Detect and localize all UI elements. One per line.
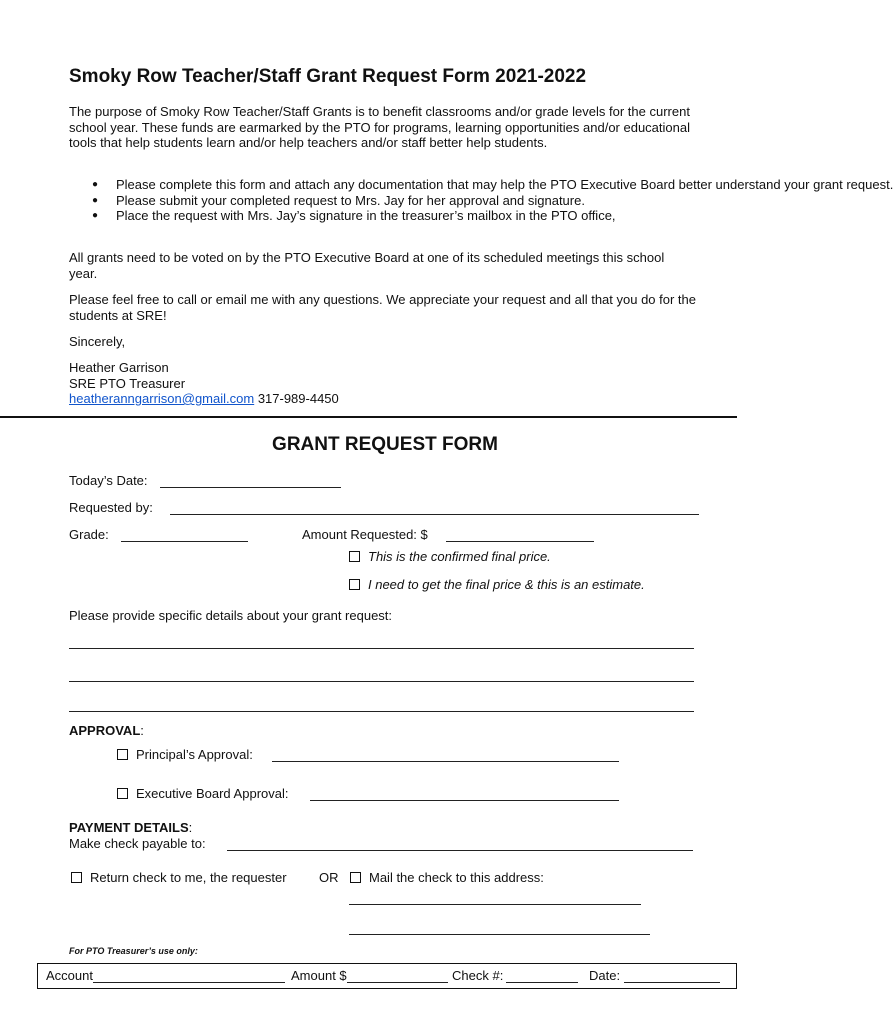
email-link[interactable]: heatheranngarrison@gmail.com [69, 391, 255, 406]
board-approval-field[interactable] [310, 800, 619, 801]
confirmed-price-option[interactable]: This is the confirmed final price. [349, 549, 551, 564]
checkbox-icon[interactable] [349, 551, 360, 562]
checkbox-icon[interactable] [350, 872, 361, 883]
list-item: ● Please submit your completed request to Mrs. Jay for her approval and signature. [92, 193, 692, 209]
or-label: OR [319, 870, 339, 885]
account-field[interactable] [93, 982, 285, 983]
contact-line [69, 391, 339, 407]
contact-paragraph: Please feel free to call or email me with any questions. We appreciate your request and all that you do for the students at SRE! [69, 292, 696, 323]
estimate-option[interactable]: I need to get the final price & this is an estimate. [349, 577, 645, 592]
page-title: Smoky Row Teacher/Staff Grant Request Form 2021-2022 [69, 66, 587, 87]
mail-check-option[interactable]: Mail the check to this address: [350, 870, 544, 885]
payable-to-field[interactable] [227, 850, 693, 851]
todays-date-label: Today’s Date: [69, 473, 148, 488]
instruction-list [92, 177, 893, 224]
checkbox-icon[interactable] [71, 872, 82, 883]
checkbox-icon[interactable] [117, 788, 128, 799]
principal-approval-field[interactable] [272, 761, 619, 762]
requested-by-label: Requested by: [69, 500, 153, 515]
signer-role: SRE PTO Treasurer [69, 376, 186, 391]
amount-requested-field[interactable] [446, 541, 594, 542]
signer-name: Heather Garrison [69, 360, 169, 375]
form-title: GRANT REQUEST FORM [272, 434, 498, 455]
checkbox-icon[interactable] [349, 579, 360, 590]
approval-heading: APPROVAL: [69, 723, 144, 738]
list-item: ● Place the request with Mrs. Jay’s signature in the treasurer’s mailbox in the PTO office, [92, 208, 692, 224]
treasurer-use-box [37, 963, 737, 989]
date-field[interactable] [624, 982, 720, 983]
requested-by-field[interactable] [170, 514, 699, 515]
principal-approval-option[interactable]: Principal’s Approval: [117, 747, 253, 762]
treasurer-note: For PTO Treasurer’s use only: [69, 946, 198, 956]
todays-date-field[interactable] [160, 487, 341, 488]
checkbox-icon[interactable] [117, 749, 128, 760]
board-approval-option[interactable]: Executive Board Approval: [117, 786, 288, 801]
grade-field[interactable] [121, 541, 248, 542]
purpose-paragraph: The purpose of Smoky Row Teacher/Staff Grants is to benefit classrooms and/or grade levels for the current school year. These funds are earmarked by the PTO for programs, learning opportunities and/or educational tools that help students learn and/or help teachers and/or staff better help students. [69, 104, 690, 150]
amount-field[interactable] [347, 982, 448, 983]
list-item: ● Please complete this form and attach any documentation that may help the PTO Executive Board better understand your grant request. [92, 177, 692, 193]
address-line-1[interactable] [349, 904, 641, 905]
address-line-2[interactable] [349, 934, 650, 935]
date-label: Date: [589, 968, 621, 983]
check-number-field[interactable] [506, 982, 578, 983]
details-line-2[interactable] [69, 681, 694, 682]
check-number-label: Check #: [452, 968, 504, 983]
amount-requested-label: Amount Requested: $ [302, 527, 428, 542]
details-prompt: Please provide specific details about your grant request: [69, 608, 393, 623]
payable-to-label: Make check payable to: [69, 836, 206, 851]
amount-label: Amount $ [291, 968, 347, 983]
return-check-option[interactable]: Return check to me, the requester [71, 870, 287, 885]
closing-text: Sincerely, [69, 334, 126, 349]
details-line-1[interactable] [69, 648, 694, 649]
section-divider [0, 416, 737, 418]
vote-paragraph: All grants need to be voted on by the PTO Executive Board at one of its scheduled meetings this school year. [69, 250, 665, 281]
payment-heading: PAYMENT DETAILS: [69, 820, 193, 835]
grade-label: Grade: [69, 527, 109, 542]
details-line-3[interactable] [69, 711, 694, 712]
phone-number: 317-989-4450 [257, 391, 339, 406]
account-label: Account [46, 968, 93, 983]
